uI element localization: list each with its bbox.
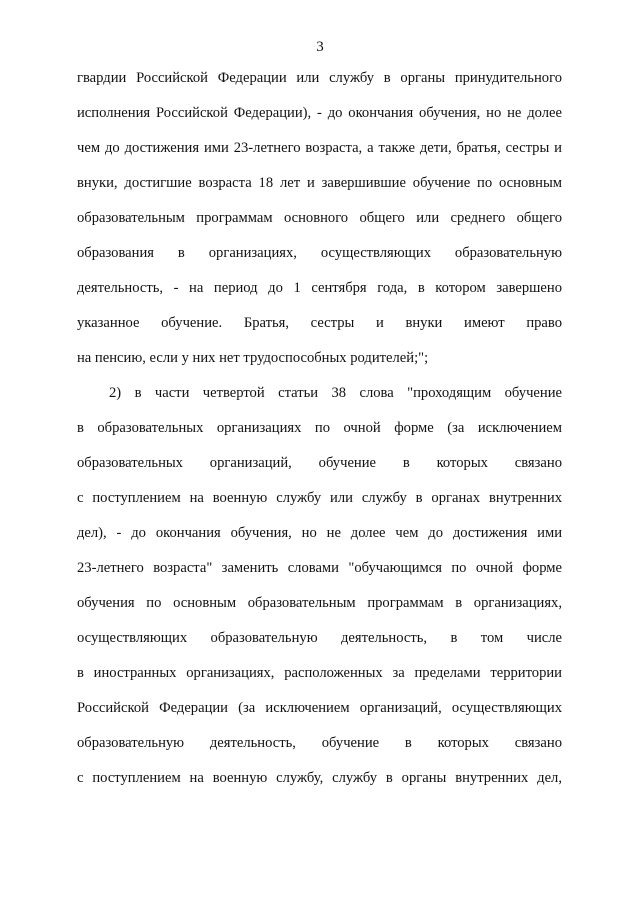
text-line-paragraph-start: 2) в части четвертой статьи 38 слова "проходящим обучение: [109, 385, 562, 401]
text-line: осуществляющих образовательную деятельность, в том числе: [77, 630, 562, 646]
text-line: образовательную деятельность, обучение в которых связано: [77, 735, 562, 751]
text-line: чем до достижения ими 23-летнего возраста, а также дети, братья, сестры и: [77, 140, 562, 156]
text-line: образовательным программам основного общего или среднего общего: [77, 210, 562, 226]
text-line: с поступлением на военную службу, службу в органы внутренних дел,: [77, 770, 562, 786]
text-line: обучения по основным образовательным программам в организациях,: [77, 595, 562, 611]
page-number: 3: [316, 39, 324, 55]
text-line: Российской Федерации (за исключением организаций, осуществляющих: [77, 700, 562, 716]
text-line: указанное обучение. Братья, сестры и внуки имеют право: [77, 315, 562, 331]
text-line: образования в организациях, осуществляющих образовательную: [77, 245, 562, 261]
text-line: деятельность, - на период до 1 сентября года, в котором завершено: [77, 280, 562, 296]
text-line: 23-летнего возраста" заменить словами "обучающимся по очной форме: [77, 560, 562, 576]
text-line: внуки, достигшие возраста 18 лет и завершившие обучение по основным: [77, 175, 562, 191]
text-line: в образовательных организациях по очной форме (за исключением: [77, 420, 562, 436]
text-line: образовательных организаций, обучение в которых связано: [77, 455, 562, 471]
text-line: дел), - до окончания обучения, но не долее чем до достижения ими: [77, 525, 562, 541]
text-line-paragraph-end: на пенсию, если у них нет трудоспособных родителей;";: [77, 350, 429, 366]
text-line: исполнения Российской Федерации), - до окончания обучения, но не долее: [77, 105, 562, 121]
text-line: гвардии Российской Федерации или службу в органы принудительного: [77, 70, 562, 86]
text-line: в иностранных организациях, расположенных за пределами территории: [77, 665, 562, 681]
text-line: с поступлением на военную службу или службу в органах внутренних: [77, 490, 562, 506]
